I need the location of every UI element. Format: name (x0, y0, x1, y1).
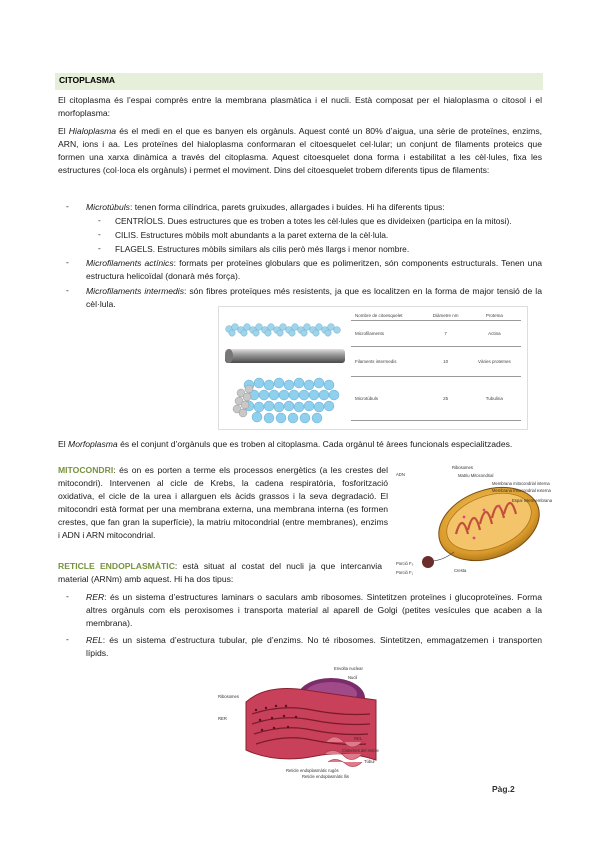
label-porcio-f0: Porció F₀ (396, 561, 414, 566)
table-cell: Filaments intermedis (351, 347, 424, 377)
table-cell: Microfilaments (351, 321, 424, 347)
label-matriu: Matriu Mitocondrial (458, 473, 494, 478)
sub-item-centriols: CENTRÍOLS. Dues estructures que es troben a totes les cèl·lules que es divideixen (participa en la mitosi). (115, 216, 512, 226)
list-bullet: - (66, 257, 69, 267)
page-number: Pàg.2 (492, 784, 515, 794)
mitochondrion-figure (394, 462, 553, 580)
list-item-rer: RER: és un sistema d’estructures laminars o saculars amb ribosomes. Sintetitzen proteïnes i glucoproteïnes. Forma altres orgànuls com els peroxisomes i transporta material al aparell de Golgi (petites vesícules que acaben a la membrana). (86, 592, 542, 628)
microtubule-drawing (233, 378, 339, 423)
sub-bullet: - (98, 229, 101, 239)
list-bullet: - (66, 201, 69, 211)
sub-bullet: - (98, 215, 101, 225)
table-cell: Actina (468, 321, 521, 347)
table-cell: 7 (424, 321, 468, 347)
label-ribosomes: Ribosomes (218, 694, 239, 699)
list-item-microtubuls: Microtúbuls: tenen forma cilíndrica, parets gruixudes, allargades i buides. Hi ha diferents tipus: (86, 202, 445, 212)
section-heading-bar (55, 73, 543, 90)
reticle-term: RETICLE ENDOPLASMÀTIC (58, 561, 175, 571)
label-rer: RER (218, 716, 227, 721)
label-cisternes: Cisternes del reticle (342, 748, 379, 753)
intermediate-filament-drawing (225, 349, 345, 363)
table-row (351, 347, 521, 377)
label-ribosomes: Ribosomes (452, 465, 473, 470)
morfoplasma-term: Morfoplasma (68, 439, 118, 449)
list-bullet: - (66, 285, 69, 295)
section-title: CITOPLASMA (59, 75, 116, 85)
sub-bullet: - (98, 243, 101, 253)
cytoskeleton-figure (218, 306, 528, 430)
mitocondri-paragraph: MITOCONDRI: és on es porten a terme els processos energètics (a les crestes del mitocondri). Intervenen al cicle de Krebs, la cadena respiratòria, fosforització oxidativa, el cicle de la urea i allarguen els àcids grassos i la seva degradació. El mitocondri està format per una membrana externa, una membrana interna (es formen crestes, que fan gran la superfície), la matriu mitocondrial (entre membranes), enzims i ADN i ARN mitocondrial. (58, 465, 388, 540)
label-membrana-externa: Membrana mitocondrial externa (492, 488, 551, 493)
label-reticle-llis: Reticle endoplasmàtic llis (302, 774, 350, 779)
list-item-microfilaments-actinics: Microfilaments actínics: formats per proteïnes globulars que es polimeritzen, són components estructurals. Tenen una estructura helicoïdal (donarà més força). (86, 258, 542, 281)
label-envolta-nuclear: Envolta nuclear (334, 666, 363, 671)
label-membrana-interna: Membrana mitocondrial interna (492, 481, 550, 486)
reticle-paragraph: RETICLE ENDOPLASMÀTIC: està situat al costat del nucli ja que intercanvia material (ARNm) amb aquest. Hi ha dos tipus: (58, 561, 382, 584)
microfilament-drawing (226, 324, 341, 337)
label-espai: Espai Intermembrana (512, 498, 553, 503)
label-adn: ADN (396, 472, 405, 477)
label-cresta: Cresta (454, 568, 467, 573)
label-nucli: Nucli (348, 675, 358, 680)
table-cell: Vàries proteïnes (468, 347, 521, 377)
filaments-illustration (219, 307, 349, 429)
morfoplasma-paragraph: El Morfoplasma és el conjunt d’orgànuls que es troben al citoplasma. Cada orgànul té àrees funcionals especialitzades. (58, 439, 513, 449)
list-bullet: - (66, 591, 69, 601)
table-row (351, 321, 521, 347)
table-cell: Microtúbuls (351, 377, 424, 421)
filament-table (351, 311, 521, 421)
list-bullet: - (66, 634, 69, 644)
table-header: Proteïna (468, 311, 521, 321)
table-cell: Tubulina (468, 377, 521, 421)
label-rel: REL (354, 736, 363, 741)
hialoplasma-term: Hialoplasma (68, 126, 117, 136)
list-item-microfilaments-intermedis: Microfilaments intermedis: són fibres proteïques més resistents, ja que es localitzen en la forma de major tensió de la cèl·lula. (86, 286, 542, 309)
mitocondri-term: MITOCONDRI (58, 465, 114, 475)
endoplasmic-reticulum-figure (216, 662, 378, 780)
intro-paragraph: El citoplasma és l’espai comprès entre la membrana plasmàtica i el nucli. Està composat per el hialoplasma o citosol i el morfoplasma: (58, 95, 542, 118)
table-cell: 10 (424, 347, 468, 377)
list-item-rel: REL: és un sistema d’estructura tubular, ple d’enzims. No té ribosomes. Sintetitzen, emmagatzemen i transporten lípids. (86, 635, 542, 658)
label-reticle-rugos: Reticle endoplasmàtic rugós (286, 768, 339, 773)
label-porcio-f1: Porció F₁ (396, 570, 414, 575)
table-cell: 25 (424, 377, 468, 421)
table-header: Nombre de citoesquelet (351, 311, 424, 321)
table-row (351, 377, 521, 421)
sub-item-cilis: CILIS. Estructures mòbils molt abundants a la paret externa de la cèl·lula. (115, 230, 389, 240)
table-header-row (351, 311, 521, 321)
sub-item-flagels: FLAGELS. Estructures mòbils similars als cilis però més llargs i menor nombre. (115, 244, 410, 254)
table-header: Diàmetre nm (424, 311, 468, 321)
hialoplasma-paragraph: El Hialoplasma és el medi en el que es banyen els orgànuls. Aquest conté un 80% d’aigua, una sèrie de proteïnes, enzims, ARN, ions i aa. Les proteïnes del hialoplasma conformaran el citoesquelet cel·lular; un conjunt de filaments proteics que formen una xarxa dinàmica a través del citoplasma. Aquest citoesquelet dona forma i estabilitat a les cèl·lules, fixa les estructures (col·loca els orgànuls) i permet el moviment. Dins del citoesquelet trobem diferents tipus de filaments: (58, 126, 543, 175)
label-tubul: Túbul (364, 759, 375, 764)
